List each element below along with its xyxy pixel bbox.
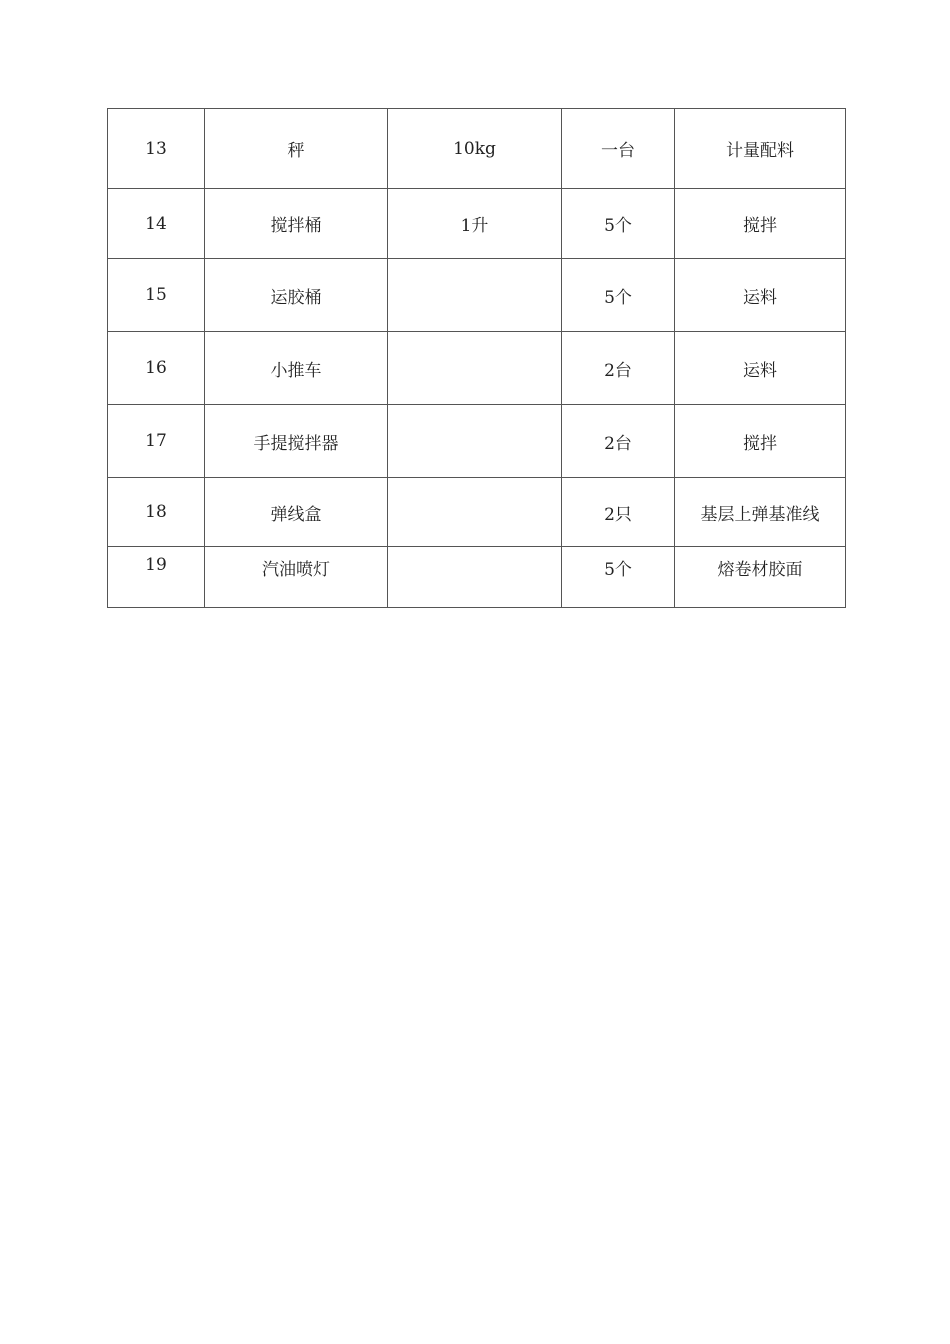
row-number: 17 [108, 405, 205, 478]
equipment-use: 运料 [675, 259, 846, 332]
row-number: 15 [108, 259, 205, 332]
row-number: 18 [108, 478, 205, 547]
table-row [108, 332, 846, 405]
equipment-name: 汽油喷灯 [205, 547, 388, 608]
equipment-spec [388, 259, 562, 332]
equipment-quantity: 2只 [562, 478, 675, 547]
table-row [108, 109, 846, 189]
row-number: 14 [108, 189, 205, 259]
equipment-quantity: 5个 [562, 189, 675, 259]
row-number: 19 [108, 547, 205, 608]
equipment-use: 搅拌 [675, 405, 846, 478]
equipment-use: 计量配料 [675, 109, 846, 189]
row-number: 16 [108, 332, 205, 405]
equipment-name: 手提搅拌器 [205, 405, 388, 478]
equipment-spec [388, 405, 562, 478]
equipment-use: 熔卷材胶面 [675, 547, 846, 608]
equipment-name: 运胶桶 [205, 259, 388, 332]
equipment-spec [388, 332, 562, 405]
row-number: 13 [108, 109, 205, 189]
equipment-quantity: 5个 [562, 547, 675, 608]
equipment-use: 搅拌 [675, 189, 846, 259]
equipment-name: 弹线盒 [205, 478, 388, 547]
table-row [108, 189, 846, 259]
equipment-quantity: 一台 [562, 109, 675, 189]
equipment-use: 基层上弹基准线 [675, 478, 846, 547]
equipment-quantity: 5个 [562, 259, 675, 332]
table-row [108, 259, 846, 332]
equipment-use: 运料 [675, 332, 846, 405]
equipment-spec [388, 547, 562, 608]
equipment-spec: 10kg [388, 109, 562, 189]
table-row [108, 405, 846, 478]
equipment-quantity: 2台 [562, 332, 675, 405]
table-row [108, 547, 846, 608]
equipment-spec: 1升 [388, 189, 562, 259]
equipment-quantity: 2台 [562, 405, 675, 478]
equipment-name: 秤 [205, 109, 388, 189]
equipment-table [107, 108, 846, 608]
table-row [108, 478, 846, 547]
equipment-spec [388, 478, 562, 547]
equipment-name: 小推车 [205, 332, 388, 405]
equipment-name: 搅拌桶 [205, 189, 388, 259]
